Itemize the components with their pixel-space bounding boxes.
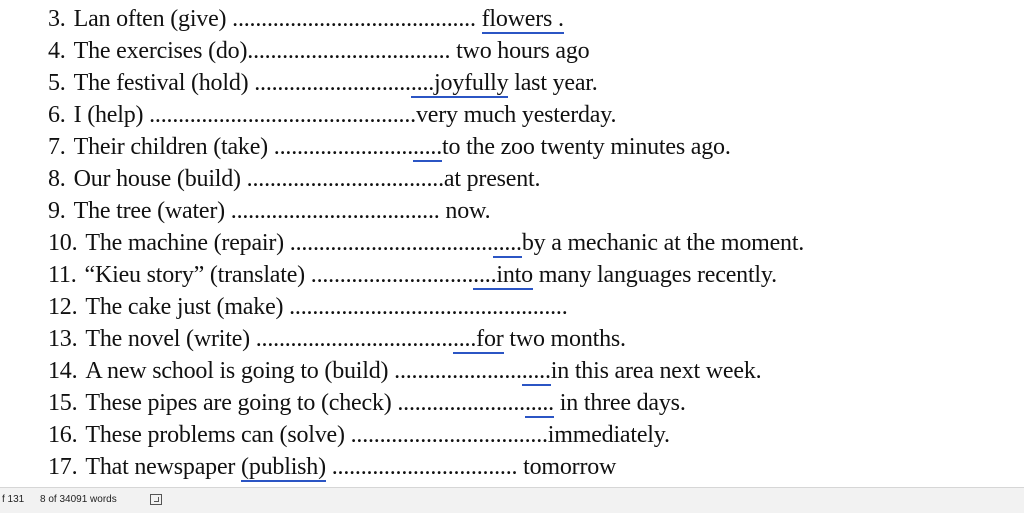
- exercise-line-12[interactable]: [48, 292, 568, 322]
- exercise-tail: in three days.: [559, 390, 686, 416]
- verb-underlined: (publish): [241, 454, 326, 480]
- blank-dots: ..................................: [350, 422, 548, 448]
- exercise-number: 3.: [48, 6, 66, 32]
- exercise-tail: two months.: [509, 326, 626, 352]
- exercise-line-15[interactable]: [48, 388, 686, 418]
- exercise-line-16[interactable]: [48, 420, 670, 450]
- exercise-prompt: Our house (build): [73, 166, 241, 192]
- blank-dots: ..............................................: [149, 102, 416, 128]
- blank-dots-underlined: ....: [410, 70, 435, 96]
- exercise-number: 7.: [48, 134, 66, 160]
- exercise-prompt: A new school is going to (build): [85, 358, 389, 384]
- exercise-tail: immediately.: [547, 422, 670, 448]
- exercise-prompt: That newspaper: [85, 454, 236, 480]
- exercise-line-17[interactable]: [48, 452, 616, 482]
- exercise-prompt: Lan often (give): [73, 6, 227, 32]
- exercise-tail: now.: [445, 198, 491, 224]
- blank-dots: ....................................: [230, 198, 440, 224]
- blank-dots-underlined: .....: [492, 230, 522, 256]
- exercise-prompt: These problems can (solve): [85, 422, 345, 448]
- exercise-tail-underlined: joyfully: [434, 70, 509, 96]
- blank-dots-underlined: .....: [524, 390, 554, 416]
- blank-dots: ..................................: [246, 166, 444, 192]
- blank-dots: ......................: [394, 358, 522, 384]
- blank-dots-underlined: ....: [473, 262, 497, 288]
- word-count[interactable]: 8 of 34091 words: [40, 494, 117, 505]
- exercise-prompt: The exercises (do): [73, 38, 248, 64]
- exercise-tail: flowers .: [481, 6, 564, 32]
- exercise-tail: tomorrow: [523, 454, 617, 480]
- exercise-number: 17.: [48, 454, 78, 480]
- exercise-number: 13.: [48, 326, 78, 352]
- exercise-number: 16.: [48, 422, 78, 448]
- blank-dots-underlined: ....: [452, 326, 477, 352]
- exercise-prompt: The novel (write): [85, 326, 250, 352]
- exercise-number: 9.: [48, 198, 66, 224]
- exercise-tail-underlined: for: [476, 326, 504, 352]
- exercise-tail: by a mechanic at the moment.: [521, 230, 805, 256]
- exercise-number: 4.: [48, 38, 66, 64]
- blank-dots-underlined: .....: [413, 134, 443, 160]
- exercise-number: 15.: [48, 390, 78, 416]
- exercise-line-11[interactable]: [48, 260, 777, 290]
- blank-dots: ...........................: [254, 70, 411, 96]
- exercise-number: 11.: [48, 262, 77, 288]
- exercise-line-3[interactable]: [48, 4, 564, 34]
- exercise-number: 5.: [48, 70, 66, 96]
- exercise-line-7[interactable]: [48, 132, 731, 162]
- exercise-prompt: “Kieu story” (translate): [84, 262, 305, 288]
- exercise-number: 8.: [48, 166, 66, 192]
- exercise-number: 6.: [48, 102, 66, 128]
- exercise-line-9[interactable]: [48, 196, 490, 226]
- blank-dots: ..................................: [255, 326, 453, 352]
- blank-dots: ...................................: [289, 230, 493, 256]
- exercise-line-6[interactable]: [48, 100, 616, 130]
- blank-dots: ..........................................: [232, 6, 476, 32]
- exercise-tail: at present.: [443, 166, 541, 192]
- exercise-tail: two hours ago: [456, 38, 590, 64]
- blank-dots: ...................................: [247, 38, 451, 64]
- exercise-tail: many languages recently.: [538, 262, 777, 288]
- proofing-icon[interactable]: [150, 494, 162, 505]
- page-indicator[interactable]: f 131: [2, 494, 25, 505]
- exercise-prompt: These pipes are going to (check): [85, 390, 392, 416]
- exercise-line-5[interactable]: [48, 68, 598, 98]
- blank-dots-underlined: .....: [521, 358, 551, 384]
- exercise-prompt: The cake just (make): [85, 294, 284, 320]
- exercise-tail: to the zoo twenty minutes ago.: [442, 134, 731, 160]
- exercise-tail: last year.: [514, 70, 598, 96]
- blank-dots: ......................: [397, 390, 525, 416]
- exercise-number: 14.: [48, 358, 78, 384]
- exercise-prompt: The tree (water): [73, 198, 225, 224]
- exercise-tail-underlined: into: [496, 262, 533, 288]
- exercise-line-8[interactable]: [48, 164, 540, 194]
- exercise-line-10[interactable]: [48, 228, 804, 258]
- exercise-line-4[interactable]: [48, 36, 589, 66]
- blank-dots: ................................................: [289, 294, 568, 320]
- exercise-prompt: The machine (repair): [85, 230, 284, 256]
- exercise-tail: in this area next week.: [550, 358, 762, 384]
- blank-dots: ................................: [331, 454, 518, 480]
- exercise-prompt: Their children (take): [73, 134, 268, 160]
- exercise-line-13[interactable]: [48, 324, 626, 354]
- exercise-number: 10.: [48, 230, 78, 256]
- exercise-prompt: The festival (hold): [73, 70, 249, 96]
- exercise-tail: very much yesterday.: [415, 102, 617, 128]
- exercise-prompt: I (help): [73, 102, 144, 128]
- blank-dots: ............................: [310, 262, 474, 288]
- blank-dots: ........................: [273, 134, 413, 160]
- exercise-number: 12.: [48, 294, 78, 320]
- exercise-line-14[interactable]: [48, 356, 761, 386]
- status-bar: [0, 487, 1024, 513]
